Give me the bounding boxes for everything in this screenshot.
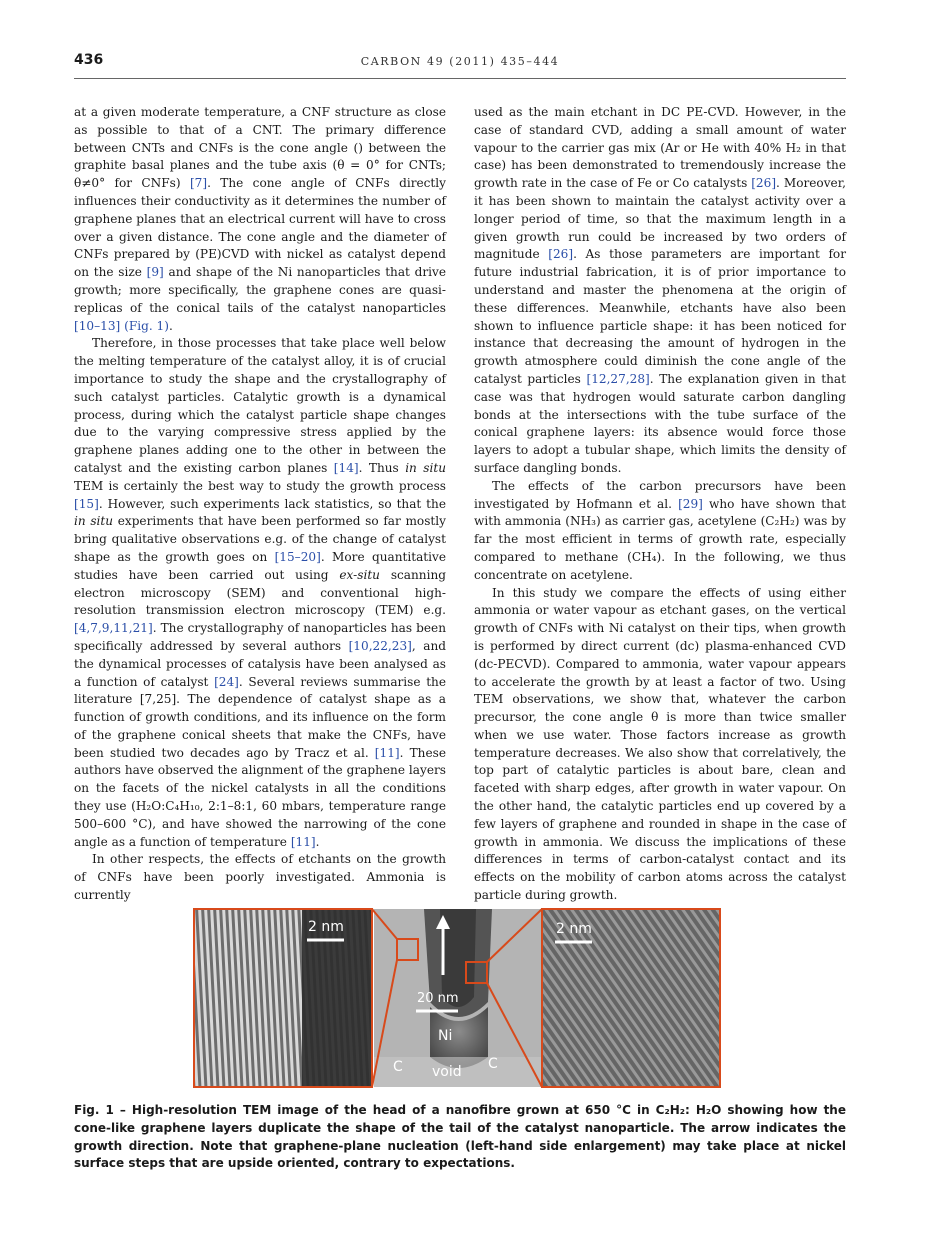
citation-link[interactable]: [11]	[290, 834, 316, 849]
carbon-label-left: C	[393, 1059, 403, 1075]
void-label: void	[432, 1064, 462, 1080]
center-scale-label: 20 nm	[417, 991, 459, 1006]
citation-link[interactable]: [15]	[74, 496, 99, 511]
citation-link[interactable]: [12,27,28]	[586, 371, 650, 386]
carbon-label-right: C	[488, 1056, 498, 1072]
citation-link[interactable]: [10–13]	[74, 318, 121, 333]
citation-link[interactable]: [9]	[146, 265, 164, 280]
left-scale-label: 2 nm	[308, 919, 344, 935]
paragraph: used as the main etchant in DC PE-CVD. However, in the case of standard CVD, adding a small amount of water vapour to the carrier gas mix (Ar or He with 40% H₂ in that case) has been demonstrated to tremendously increase the growth rate in the case of Fe or Co catalysts [26]. Moreover, it has been shown to maintain the catalyst activity over a longer period of time, so that the maximum length in a given growth run could be increased by two orders of magnitude [26]. As those parameters are important for future industrial fabrication, it is of prior importance to understand and master the phenomena at the origin of these differences. Meanwhile, etchants have also been shown to influence particle shape: it has been noticed for instance that decreasing the amount of hydrogen in the growth atmosphere could diminish the cone angle of the catalyst particles [12,27,28]. The explanation given in that case was that hydrogen would saturate carbon dangling bonds at the intersections with the tube surface of the conical graphene layers: its absence would force those layers to adopt a tubular shape, which limits the density of surface dangling bonds.	[474, 105, 846, 475]
page-number: 436	[74, 52, 104, 68]
page-header	[74, 52, 846, 79]
right-scale-label: 2 nm	[556, 921, 592, 937]
citation-link[interactable]: [11]	[374, 745, 400, 760]
left-column	[74, 104, 446, 905]
paragraph: Therefore, in those processes that take place well below the melting temperature of the catalyst alloy, it is of crucial importance to study the shape and the crystallography of such catalyst particles. Catalytic growth is a dynamical process, during which the catalyst particle shape changes due to the varying compressive stress applied by the graphene planes adding one to the other in between the catalyst and the existing carbon planes [14]. Thus in situ TEM is certainly the best way to study the growth process [15]. However, such experiments lack statistics, so that the in situ experiments that have been performed so far mostly bring qualitative observations e.g. of the change of catalyst shape as the growth goes on [15–20]. More quantitative studies have been carried out using ex-situ scanning electron microscopy (SEM) and conventional high-resolution transmission electron microscopy (TEM) e.g. [4,7,9,11,21]. The crystallography of nanoparticles has been specifically addressed by several authors [10,22,23], and the dynamical processes of catalysis have been analysed as a function of catalyst [24]. Several reviews summarise the literature [7,25]. The dependence of catalyst shape as a function of growth conditions, and its influence on the form of the graphene conical sheets that make the CNFs, have been studied two decades ago by Tracz et al. [11]. These authors have observed the alignment of the graphene layers on the facets of the nickel catalysts in all the conditions they use (H₂O:C₄H₁₀, 2:1–8:1, 60 mbars, temperature range 500–600 °C), and have showed the narrowing of the cone angle as a function of temperature [11].	[74, 336, 447, 849]
citation-link[interactable]: [7]	[189, 176, 208, 191]
figure-link[interactable]: (Fig. 1)	[124, 318, 169, 333]
citation-link[interactable]: [24]	[214, 674, 239, 689]
figure-1	[192, 907, 722, 1089]
citation-link[interactable]: [4,7,9,11,21]	[74, 621, 153, 636]
ni-label: Ni	[438, 1028, 453, 1044]
right-column	[474, 104, 846, 905]
figure-caption: Fig. 1 – High-resolution TEM image of the head of a nanofibre grown at 650 °C in C₂H₂: H₂O showing how the cone-like graphene layers duplicate the shape of the tail of the catalyst nanoparticle. The arrow indicates the growth direction. Note that graphene-plane nucleation (left-hand side enlargement) may take place at nickel surface steps that are upside oriented, contrary to expectations.	[74, 1103, 846, 1171]
citation-link[interactable]: [26]	[548, 247, 574, 262]
paragraph: In this study we compare the effects of using either ammonia or water vapour as etchant gases, on the vertical growth of CNFs with Ni catalyst on their tips, when growth is performed by direct current (dc) plasma-enhanced CVD (dc-PECVD). Compared to ammonia, water vapour appears to accelerate the growth by at least a factor of two. Using TEM observations, we show that, whatever the carbon precursor, the cone angle θ is more than twice smaller when we use water. Those factors increase as growth temperature decreases. We also show that correlatively, the top part of catalytic particles is about bare, clean and faceted with sharp edges, after growth in water vapour. On the other hand, the catalytic particles end up covered by a few layers of graphene and rounded in shape in the case of growth in ammonia. We discuss the implications of these differences in terms of carbon-catalyst contact and its effects on the mobility of carbon atoms across the catalyst particle during growth.	[474, 585, 846, 903]
paragraph: at a given moderate temperature, a CNF structure as close as possible to that of a CNT. The primary difference between CNTs and CNFs is the cone angle () between the graphite basal planes and the tube axis (θ = 0° for CNTs; θ≠0° for CNFs) [7]. The cone angle of CNFs directly influences their conductivity as it determines the number of graphene planes that an electrical current will have to cross over a given distance. The cone angle and the diameter of CNFs prepared by (PE)CVD with nickel as catalyst depend on the size [9] and shape of the Ni nanoparticles that drive growth; more specifically, the graphene cones are quasi-replicas of the conical tails of the catalyst nanoparticles [10–13] (Fig. 1).	[74, 105, 447, 333]
citation-link[interactable]: [10,22,23]	[348, 638, 412, 653]
left-enlargement-panel	[194, 909, 372, 1087]
citation-link[interactable]: [26]	[751, 176, 777, 191]
paragraph: The effects of the carbon precursors have been investigated by Hofmann et al. [29] who have shown that with ammonia (NH₃) as carrier gas, acetylene (C₂H₂) was by far the most efficient in terms of growth rate, especially compared to methane (CH₄). In the following, we thus concentrate on acetylene.	[474, 478, 846, 582]
journal-citation: CARBON 49 (2011) 435–444	[360, 55, 560, 68]
paragraph: In other respects, the effects of etchants on the growth of CNFs have been poorly investigated. Ammonia is currently	[74, 852, 446, 903]
citation-link[interactable]: [29]	[678, 496, 703, 511]
citation-link[interactable]: [14]	[333, 460, 359, 475]
citation-link[interactable]: [15–20]	[274, 549, 321, 564]
